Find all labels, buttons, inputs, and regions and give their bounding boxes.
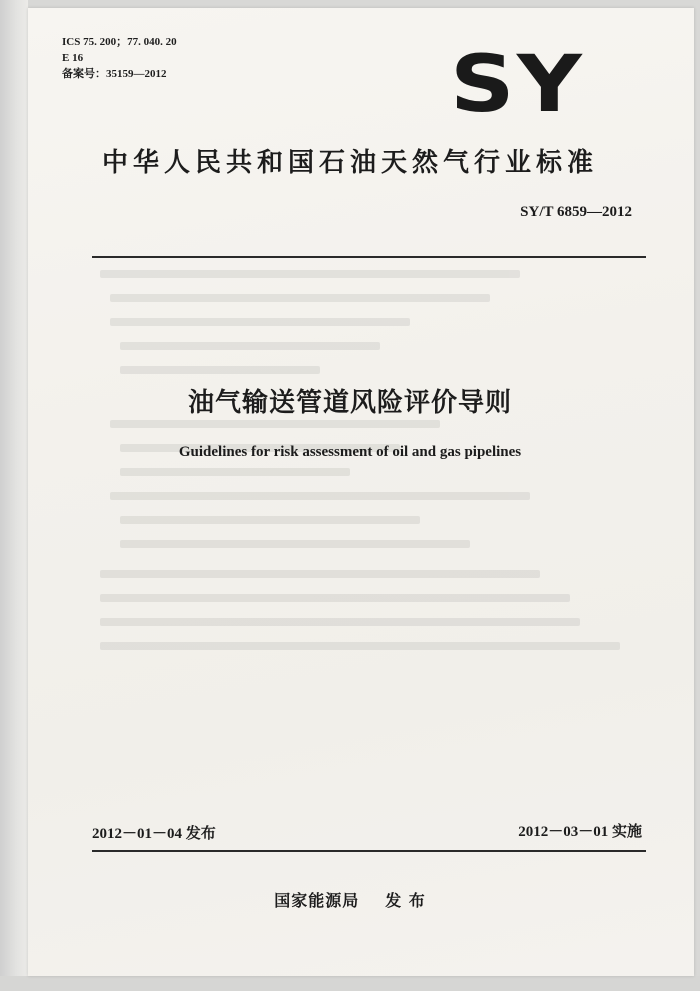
issue-date: 2012－01－04 发布 [92,826,216,842]
standard-category: 中华人民共和国石油天然气行业标准 [101,148,598,178]
implementation-date: 2012－03－01 实施 [518,824,642,840]
ccs-code: E 16 [62,52,84,64]
bottom-divider [92,850,646,852]
top-divider [92,256,646,258]
record-number: 备案号：35159—2012 [62,68,167,80]
publisher-line [0,888,700,911]
scan-bottom-edge [0,976,700,991]
standard-number: SY/T 6859—2012 [520,204,632,220]
document-title-english: Guidelines for risk assessment of oil and gas pipelines [178,444,522,460]
sy-logo: SY [450,40,585,130]
classification-block [62,34,177,82]
document-title-chinese: 油气输送管道风险评价导则 [187,388,512,418]
ics-code: ICS 75. 200；77. 040. 20 [62,36,177,48]
bleed-through-text [100,270,640,670]
publisher-name: 国家能源局 [274,891,360,910]
publisher-action: 发 布 [385,891,426,910]
